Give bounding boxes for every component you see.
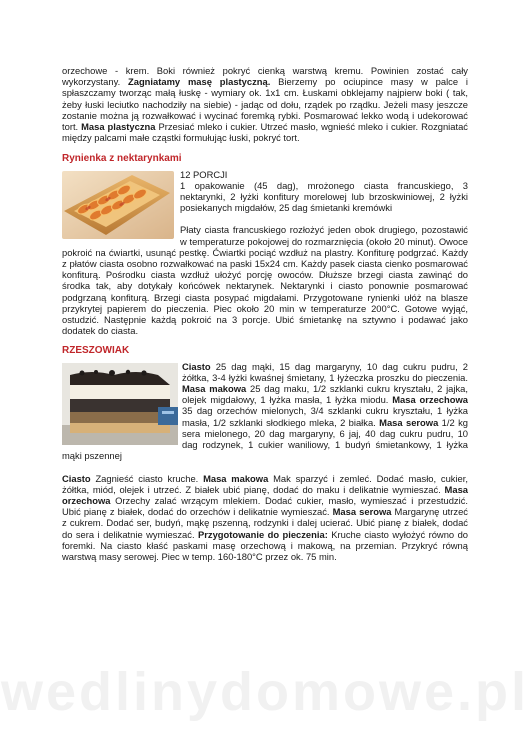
recipe-title-rynienka: Rynienka z nektarynkami (62, 153, 182, 165)
section-label: Masa serowa (332, 506, 392, 518)
text-run: orzechowe - krem. Boki również pokryć cienką warstwą kremu. Powinien zostać cały wykorzystany. (62, 65, 468, 88)
nectarine-tart-photo (62, 171, 174, 239)
document-page (62, 65, 468, 562)
section-label: Zagniatamy masę plastyczną. (128, 76, 271, 88)
site-watermark: wedlinydomowe.pl (0, 662, 530, 722)
text-run: Orzechy zalać wrzącym mlekiem. Dodać cukier, masło, wymieszać i przestudzić. Ubić pianę z białek, dodać do orzechów i delikatnie wymieszać. (62, 494, 468, 518)
recipe-servings: 12 PORCJI (180, 168, 228, 180)
text-run: 25 dag mąki, 15 dag margaryny, 10 dag cukru pudru, 2 żółtka, 3-4 łyżki kwaśnej śmietany, 1 łyżeczka proszku do pieczenia. (182, 360, 468, 383)
section-label: Masa makowa (182, 383, 247, 395)
recipe-ingredients: 1 opakowanie (45 dag), mrożonego ciasta francuskiego, 3 nektarynki, 2 łyżki konfitury morelowej lub brzoskwiniowej, 2 łyżki posiekanych migdałów, 25 dag śmietanki kremówki (180, 179, 468, 214)
section-label: Masa orzechowa (62, 483, 468, 506)
text-run: Kruche ciasto wyłożyć równo do foremki. Na ciasto kłaść paskami masę orzechową i makową, na przemian. Przykryć równą warstwą masy serowej. Piec w temp. 160-180°C przez ok. 75 min. (62, 528, 468, 562)
text-run: Przesiać mleko i cukier. Utrzeć masło, wgnieść mleko i cukier. Rozgniatać między palcami małe cząstki formułując łuski, pokryć tort. (62, 121, 468, 144)
section-label: Masa makowa (203, 472, 269, 484)
intro-paragraph (62, 65, 468, 143)
text-run: 25 dag maku, 1/2 szklanki cukru kryształu, 2 jajka, olejek migdałowy, 1 łyżka masła, 1 łyżka miodu. (182, 383, 468, 406)
text-run: Margarynę utrzeć z cukrem. Dodać ser, budyń, mąkę pszenną, rodzynki i dalej ucierać. Ubić pianę z białek, dodać do sera i delikatnie wymieszać. (62, 506, 468, 540)
rzeszowiak-method (62, 473, 468, 563)
section-label: Masa serowa (379, 416, 439, 428)
text-run: 1/2 kg sera mielonego, 20 dag margaryny, 6 jaj, 40 dag cukru pudru, 10 dag rodzynek, 1 cukier waniliowy, 1 budyń śmietankowy, 1 łyżka mąki pszennej (62, 416, 468, 462)
recipe-title-rzeszowiak: RZESZOWIAK (62, 345, 130, 357)
recipe-rynienka (62, 169, 468, 337)
layered-cake-photo (62, 363, 178, 445)
text-run: 35 dag orzechów mielonych, 3/4 szklanki cukru kryształu, 1 łyżka masła, 1/2 szklanki słodkiego mleka, 2 białka. (182, 405, 468, 428)
section-label: Masa plastyczna (81, 121, 156, 133)
text-run: Mak sparzyć i zemleć. Dodać masło, cukier, żółtka, miód, olejek i utrzeć. Z białek ubić pianę, dodać do maku i delikatnie wymieszać. (62, 472, 468, 495)
section-label: Ciasto (62, 472, 91, 484)
text-run: Zagnieść ciasto kruche. (90, 472, 204, 484)
section-label: Ciasto (182, 360, 211, 372)
section-label: Masa orzechowa (392, 394, 468, 406)
section-label: Przygotowanie do pieczenia: (198, 528, 328, 540)
text-run: Bierzemy po ociupince masy w palce i spłaszczamy tworząc małą łuskę - wymiary ok. 1x1 cm. Łuskami obklejamy najpierw boki ( tak, żeby łuski leciutko nachodziły na siebie) - jadąc od dołu, rządek po rządku. Jeżeli masy jeszcze zostanie można ją rozwałkować i wycinać foremką rybki. Posmarować lekko wodą i udekorować tort. (62, 76, 468, 133)
recipe-rzeszowiak (62, 361, 468, 562)
recipe-method: Płaty ciasta francuskiego rozłożyć jeden obok drugiego, pozostawić w temperaturze pokojowej do rozmarznięcia (około 20 minut). Owoce pokroić na ćwiartki, usunąć pestkę. Ćwiartki pociąć wzdłuż na plastry. Konfiturę podgrzać. Każdy z płatów ciasta osobno rozwałkować na paski 15x24 cm. Każdy pasek ciasta cienko posmarować konfiturą. Pośrodku ciasta wzdłuż ułożyć porcję owoców. Dłuższe brzegi ciasta zawinąć do środka tak, aby dotykały końcówek nektarynek. Nektarynki i ciasto ponownie posmarować podgrzaną konfiturą. Brzegi ciasta posypać migdałami. Przygotowane rynienki ułóż na blasze przykrytej papierem do pieczenia. Piec około 20 min w temperaturze 200°C. Gotowe wyjąć, ostudzić. Następnie każdą pokroić na 3 porcje. Ubić śmietankę na sztywno i podawać jako dodatek do ciasta. (62, 224, 468, 337)
